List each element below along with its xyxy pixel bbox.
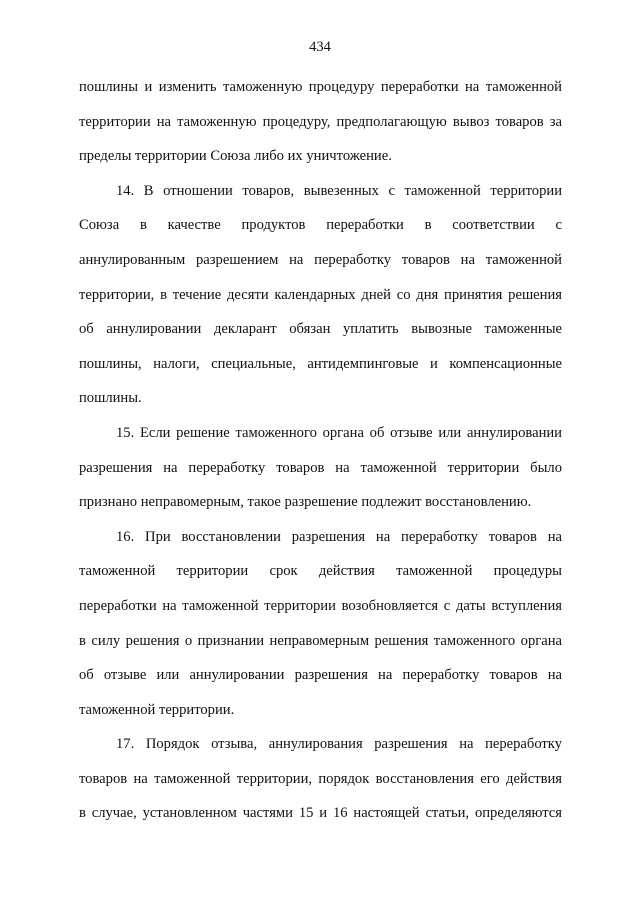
text-line: пошлины и изменить таможенную процедуру переработки на таможенной — [79, 79, 562, 95]
text-line: об отзыве или аннулировании разрешения на переработку товаров на — [79, 667, 562, 684]
text-line: переработки на таможенной территории возобновляется с даты вступления — [79, 597, 562, 614]
text-line: в случае, установленном частями 15 и 16 настоящей статьи, определяются — [79, 805, 562, 822]
text-line: таможенной территории срок действия таможенной процедуры — [79, 563, 562, 580]
paragraph-16 — [79, 520, 562, 728]
text-line: 14. В отношении товаров, вывезенных с таможенной территории — [116, 182, 562, 199]
paragraph-17 — [79, 727, 562, 831]
text-line: аннулированным разрешением на переработку товаров на таможенной — [79, 251, 562, 268]
text-line: пошлины, налоги, специальные, антидемпинговые и компенсационные — [79, 355, 562, 372]
text-line: пошлины. — [79, 390, 142, 407]
text-line: территории, в течение десяти календарных дней со дня принятия решения — [79, 286, 562, 303]
page-number: 434 — [309, 39, 331, 55]
paragraph-continuation — [79, 70, 562, 174]
text-line: таможенной территории. — [79, 701, 235, 718]
text-line: 17. Порядок отзыва, аннулирования разрешения на переработку — [116, 736, 562, 753]
text-line: территории на таможенную процедуру, предполагающую вывоз товаров за — [79, 113, 562, 130]
text-line: 15. Если решение таможенного органа об отзыве или аннулировании — [116, 424, 562, 441]
text-line: товаров на таможенной территории, порядок восстановления его действия — [79, 770, 562, 787]
paragraph-14 — [79, 174, 562, 416]
paragraph-15 — [79, 416, 562, 520]
text-line: об аннулировании декларант обязан уплатить вывозные таможенные — [79, 321, 562, 338]
text-line: в силу решения о признании неправомерным решения таможенного органа — [79, 632, 562, 649]
text-line: Союза в качестве продуктов переработки в соответствии с — [79, 217, 562, 234]
text-line: признано неправомерным, такое разрешение подлежит восстановлению. — [79, 494, 532, 511]
text-line: пределы территории Союза либо их уничтожение. — [79, 148, 392, 165]
body-text — [79, 70, 562, 831]
text-line: 16. При восстановлении разрешения на переработку товаров на — [116, 528, 562, 545]
text-line: разрешения на переработку товаров на таможенной территории было — [79, 459, 562, 476]
